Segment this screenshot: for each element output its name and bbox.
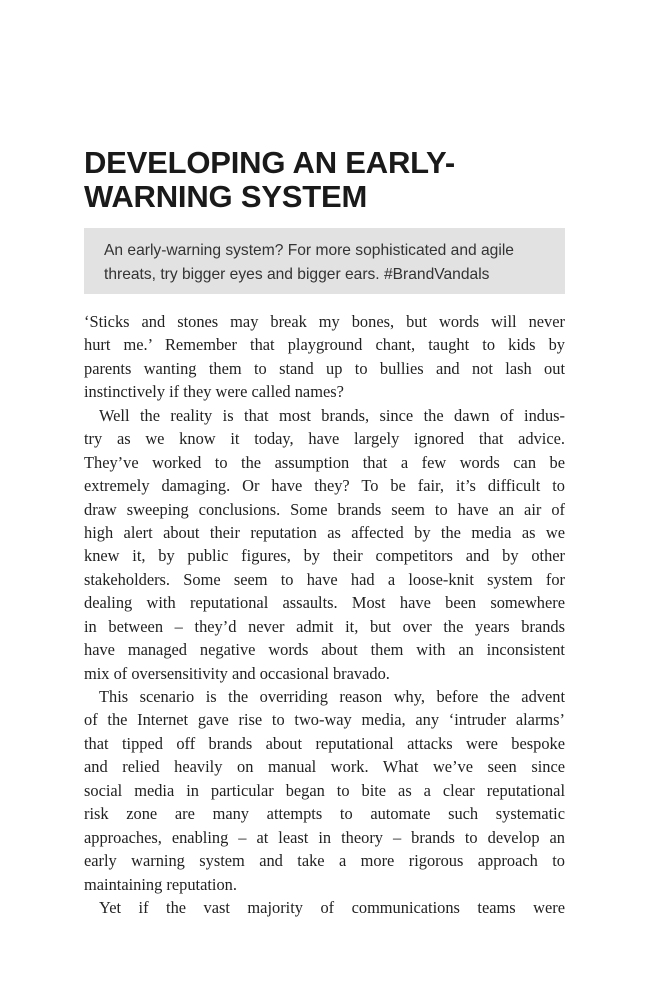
body-line: This scenario is the overriding reason why, before the advent bbox=[99, 687, 565, 706]
body-line: mix of oversensitivity and occasional bravado. bbox=[84, 663, 390, 683]
body-line: Yet if the vast majority of communications teams were bbox=[99, 897, 565, 917]
body-line: have managed negative words about them with an inconsistent bbox=[84, 640, 565, 660]
body-line: dealing with reputational assaults. Most have been somewhere bbox=[84, 593, 565, 613]
epigraph-line: threats, try bigger eyes and bigger ears. #BrandVandals bbox=[104, 266, 490, 283]
body-line: risk zone are many attempts to automate such systematic bbox=[84, 804, 565, 824]
body-line: and relied heavily on manual work. What we’ve seen since bbox=[84, 757, 565, 777]
body-line: ‘Sticks and stones may break my bones, but words will never bbox=[84, 312, 565, 331]
body-text bbox=[84, 310, 565, 919]
body-line: of the Internet gave rise to two-way media, any ‘intruder alarms’ bbox=[84, 710, 565, 730]
body-line: that tipped off brands about reputational attacks were bespoke bbox=[84, 733, 565, 753]
body-line: high alert about their reputation as affected by the media as we bbox=[84, 522, 565, 542]
body-line: in between – they’d never admit it, but over the years brands bbox=[84, 616, 565, 636]
body-line: early warning system and take a more rigorous approach to bbox=[84, 851, 565, 871]
chapter-title bbox=[84, 146, 584, 214]
epigraph-line: An early-warning system? For more sophisticated and agile bbox=[104, 242, 514, 259]
body-line: knew it, by public figures, by their competitors and by other bbox=[84, 546, 565, 566]
body-line: maintaining reputation. bbox=[84, 874, 237, 894]
body-line: try as we know it today, have largely ignored that advice. bbox=[84, 429, 565, 449]
body-line: hurt me.’ Remember that playground chant, taught to kids by bbox=[84, 335, 565, 355]
body-line: extremely damaging. Or have they? To be fair, it’s difficult to bbox=[84, 476, 565, 496]
body-line: parents wanting them to stand up to bullies and not lash out bbox=[84, 358, 565, 378]
body-line: Well the reality is that most brands, since the dawn of indus- bbox=[99, 405, 565, 425]
chapter-title-line: WARNING SYSTEM bbox=[84, 179, 368, 214]
body-line: instinctively if they were called names? bbox=[84, 382, 344, 402]
body-line: social media in particular began to bite as a clear reputational bbox=[84, 780, 565, 800]
body-line: draw sweeping conclusions. Some brands seem to have an air of bbox=[84, 499, 565, 519]
body-line: stakeholders. Some seem to have had a loose-knit system for bbox=[84, 569, 565, 589]
body-line: approaches, enabling – at least in theory – brands to develop an bbox=[84, 827, 565, 847]
epigraph-box bbox=[84, 228, 565, 294]
body-line: They’ve worked to the assumption that a few words can be bbox=[84, 452, 565, 472]
chapter-title-line: DEVELOPING AN EARLY- bbox=[84, 145, 455, 180]
